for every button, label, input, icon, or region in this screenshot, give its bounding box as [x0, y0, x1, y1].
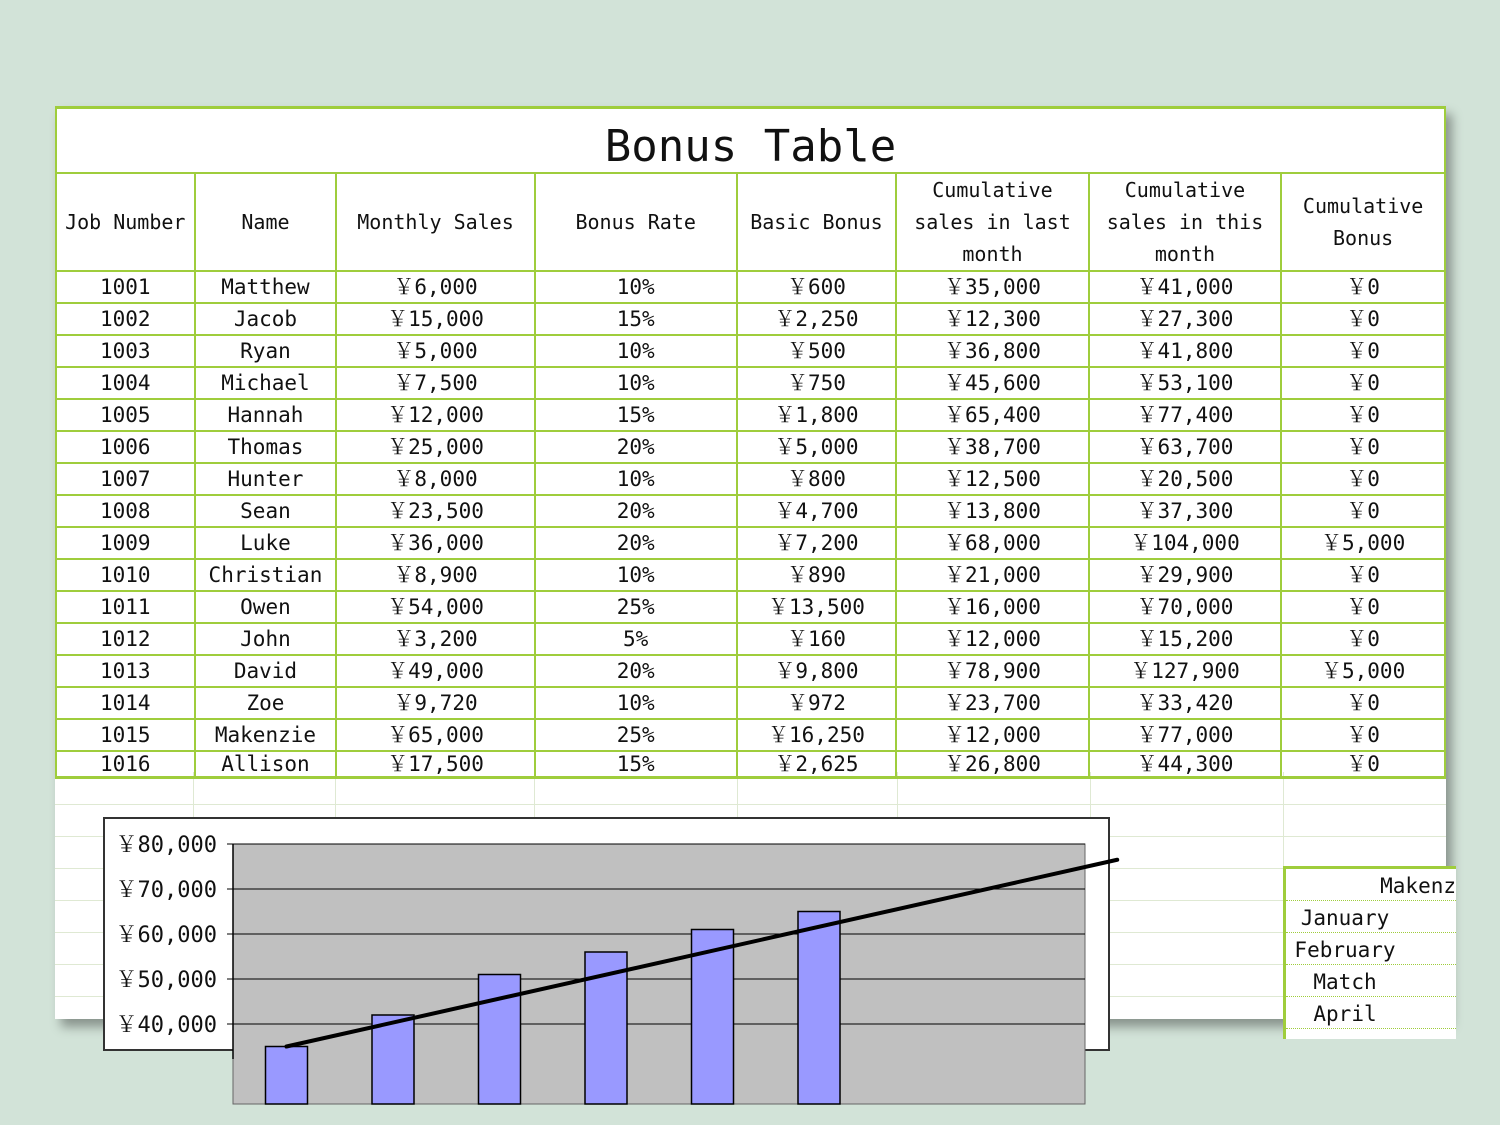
header-row	[56, 173, 1445, 271]
column-header[interactable]: Cumulative sales in this month	[1089, 173, 1282, 271]
table-cell[interactable]: ￥77,000	[1089, 719, 1282, 751]
table-body	[56, 271, 1445, 778]
table-cell[interactable]: ￥13,500	[737, 591, 897, 623]
table-cell[interactable]: Hunter	[195, 463, 337, 495]
table-cell[interactable]: 1002	[56, 303, 195, 335]
table-cell[interactable]: ￥25,000	[336, 431, 534, 463]
table-cell[interactable]: ￥0	[1281, 687, 1445, 719]
table-cell[interactable]: ￥15,000	[336, 303, 534, 335]
side-list-item[interactable]: February	[1286, 933, 1456, 965]
table-cell[interactable]: ￥0	[1281, 399, 1445, 431]
table-row	[56, 591, 1445, 623]
table-row	[56, 399, 1445, 431]
table-cell[interactable]: ￥36,000	[336, 527, 534, 559]
spreadsheet	[55, 106, 1456, 1038]
table-row	[56, 623, 1445, 655]
table-cell[interactable]: ￥5,000	[1281, 655, 1445, 687]
column-header[interactable]: Job Number	[56, 173, 195, 271]
table-cell[interactable]: Sean	[195, 495, 337, 527]
table-cell[interactable]: ￥12,000	[336, 399, 534, 431]
table-cell[interactable]: ￥6,000	[336, 271, 534, 303]
table-title: Bonus Table	[56, 108, 1445, 174]
table-row	[56, 335, 1445, 367]
table-cell[interactable]: ￥16,000	[896, 591, 1089, 623]
table-cell[interactable]: ￥9,720	[336, 687, 534, 719]
table-cell[interactable]: Hannah	[195, 399, 337, 431]
table-cell[interactable]: ￥800	[737, 463, 897, 495]
table-cell[interactable]: 25%	[535, 719, 737, 751]
table-cell[interactable]: ￥23,500	[336, 495, 534, 527]
table-cell[interactable]: ￥41,000	[1089, 271, 1282, 303]
table-cell[interactable]: ￥5,000	[1281, 527, 1445, 559]
chart-svg	[105, 819, 1108, 1049]
table-cell[interactable]: ￥77,400	[1089, 399, 1282, 431]
table-cell[interactable]: 1013	[56, 655, 195, 687]
table-cell[interactable]: ￥38,700	[896, 431, 1089, 463]
table-cell[interactable]: 15%	[535, 399, 737, 431]
table-cell[interactable]: ￥0	[1281, 335, 1445, 367]
table-cell[interactable]: 1009	[56, 527, 195, 559]
table-cell[interactable]: 25%	[535, 591, 737, 623]
column-header[interactable]: Cumulative sales in last month	[896, 173, 1089, 271]
table-cell[interactable]: 10%	[535, 335, 737, 367]
table-cell[interactable]: ￥0	[1281, 303, 1445, 335]
table-cell[interactable]: 20%	[535, 655, 737, 687]
table-cell[interactable]: ￥54,000	[336, 591, 534, 623]
table-cell[interactable]: ￥26,800	[896, 751, 1089, 778]
table-row	[56, 303, 1445, 335]
table-cell[interactable]: ￥21,000	[896, 559, 1089, 591]
table-cell[interactable]: 10%	[535, 271, 737, 303]
sheet-gridline	[55, 804, 1446, 805]
table-cell[interactable]: ￥65,000	[336, 719, 534, 751]
table-row	[56, 719, 1445, 751]
table-cell[interactable]: ￥600	[737, 271, 897, 303]
chart-bar	[372, 1015, 414, 1104]
table-cell[interactable]: 1005	[56, 399, 195, 431]
table-cell[interactable]: ￥12,500	[896, 463, 1089, 495]
table-cell[interactable]: ￥500	[737, 335, 897, 367]
table-cell[interactable]: ￥23,700	[896, 687, 1089, 719]
table-cell[interactable]: John	[195, 623, 337, 655]
table-cell[interactable]: ￥750	[737, 367, 897, 399]
table-cell[interactable]: Owen	[195, 591, 337, 623]
side-list-item[interactable]: January	[1286, 901, 1456, 933]
table-cell[interactable]: ￥53,100	[1089, 367, 1282, 399]
y-tick-label: ￥80,000	[115, 833, 217, 858]
table-cell[interactable]: ￥972	[737, 687, 897, 719]
table-cell[interactable]: 10%	[535, 559, 737, 591]
table-cell[interactable]: ￥9,800	[737, 655, 897, 687]
table-cell[interactable]: Luke	[195, 527, 337, 559]
table-cell[interactable]: David	[195, 655, 337, 687]
table-cell[interactable]: 1004	[56, 367, 195, 399]
table-cell[interactable]: ￥36,800	[896, 335, 1089, 367]
table-cell[interactable]: ￥127,900	[1089, 655, 1282, 687]
table-cell[interactable]: ￥12,300	[896, 303, 1089, 335]
table-cell[interactable]: ￥13,800	[896, 495, 1089, 527]
table-cell[interactable]: ￥35,000	[896, 271, 1089, 303]
table-cell[interactable]: 15%	[535, 303, 737, 335]
table-cell[interactable]: ￥70,000	[1089, 591, 1282, 623]
table-row	[56, 495, 1445, 527]
table-row	[56, 559, 1445, 591]
table-cell[interactable]: ￥4,700	[737, 495, 897, 527]
table-row	[56, 751, 1445, 778]
table-cell[interactable]: ￥15,200	[1089, 623, 1282, 655]
table-cell[interactable]: ￥12,000	[896, 719, 1089, 751]
table-cell[interactable]: ￥33,420	[1089, 687, 1282, 719]
side-list-item[interactable]: Match	[1286, 965, 1456, 997]
table-cell[interactable]: 1012	[56, 623, 195, 655]
table-cell[interactable]: 1015	[56, 719, 195, 751]
table-cell[interactable]: ￥16,250	[737, 719, 897, 751]
table-cell[interactable]: 5%	[535, 623, 737, 655]
table-row	[56, 431, 1445, 463]
table-cell[interactable]: ￥63,700	[1089, 431, 1282, 463]
table-cell[interactable]: ￥12,000	[896, 623, 1089, 655]
table-cell[interactable]: ￥5,000	[336, 335, 534, 367]
side-list-item[interactable]: April	[1286, 997, 1456, 1029]
table-cell[interactable]: 1007	[56, 463, 195, 495]
table-cell[interactable]: Allison	[195, 751, 337, 778]
table-cell[interactable]: ￥2,250	[737, 303, 897, 335]
side-list-item[interactable]: Makenz	[1286, 869, 1456, 901]
column-header[interactable]: Bonus Rate	[535, 173, 737, 271]
column-header[interactable]: Cumulative Bonus	[1281, 173, 1445, 271]
table-cell[interactable]: ￥0	[1281, 463, 1445, 495]
plot-area	[233, 844, 1085, 1104]
table-cell[interactable]: Makenzie	[195, 719, 337, 751]
table-cell[interactable]: 20%	[535, 527, 737, 559]
y-tick-label: ￥70,000	[115, 878, 217, 903]
table-cell[interactable]: ￥44,300	[1089, 751, 1282, 778]
table-row	[56, 687, 1445, 719]
table-cell[interactable]: Matthew	[195, 271, 337, 303]
table-cell[interactable]: 1008	[56, 495, 195, 527]
table-row	[56, 463, 1445, 495]
embedded-chart[interactable]	[103, 817, 1110, 1051]
table-cell[interactable]: ￥8,900	[336, 559, 534, 591]
table-cell[interactable]: 1010	[56, 559, 195, 591]
table-cell[interactable]: ￥0	[1281, 367, 1445, 399]
table-row	[56, 527, 1445, 559]
table-cell[interactable]: ￥160	[737, 623, 897, 655]
table-cell[interactable]: 1014	[56, 687, 195, 719]
table-cell[interactable]: ￥49,000	[336, 655, 534, 687]
table-cell[interactable]: ￥0	[1281, 591, 1445, 623]
y-tick-label: ￥50,000	[115, 968, 217, 993]
table-cell[interactable]: Michael	[195, 367, 337, 399]
table-cell[interactable]: ￥0	[1281, 719, 1445, 751]
table-cell[interactable]: 15%	[535, 751, 737, 778]
table-cell[interactable]: ￥29,900	[1089, 559, 1282, 591]
chart-bar	[798, 912, 840, 1105]
table-cell[interactable]: Jacob	[195, 303, 337, 335]
column-header[interactable]: Name	[195, 173, 337, 271]
table-cell[interactable]: 1001	[56, 271, 195, 303]
y-tick-label: ￥40,000	[115, 1013, 217, 1038]
table-cell[interactable]: ￥2,625	[737, 751, 897, 778]
table-cell[interactable]: ￥1,800	[737, 399, 897, 431]
table-cell[interactable]: ￥41,800	[1089, 335, 1282, 367]
table-cell[interactable]: Christian	[195, 559, 337, 591]
table-cell[interactable]: ￥0	[1281, 559, 1445, 591]
bonus-table	[55, 106, 1446, 779]
side-month-list	[1283, 866, 1456, 1039]
table-cell[interactable]: ￥78,900	[896, 655, 1089, 687]
table-cell[interactable]: Zoe	[195, 687, 337, 719]
table-cell[interactable]: ￥8,000	[336, 463, 534, 495]
table-cell[interactable]: ￥68,000	[896, 527, 1089, 559]
table-cell[interactable]: ￥0	[1281, 495, 1445, 527]
table-cell[interactable]: ￥890	[737, 559, 897, 591]
table-cell[interactable]: ￥7,200	[737, 527, 897, 559]
table-row	[56, 271, 1445, 303]
table-cell[interactable]: ￥0	[1281, 271, 1445, 303]
table-cell[interactable]: ￥3,200	[336, 623, 534, 655]
table-cell[interactable]: 1016	[56, 751, 195, 778]
table-cell[interactable]: 20%	[535, 495, 737, 527]
table-cell[interactable]: 20%	[535, 431, 737, 463]
y-tick-label: ￥60,000	[115, 923, 217, 948]
table-cell[interactable]: ￥0	[1281, 431, 1445, 463]
table-cell[interactable]: Thomas	[195, 431, 337, 463]
table-cell[interactable]: 10%	[535, 687, 737, 719]
column-header[interactable]: Monthly Sales	[336, 173, 534, 271]
table-row	[56, 367, 1445, 399]
table-cell[interactable]: Ryan	[195, 335, 337, 367]
table-cell[interactable]: ￥20,500	[1089, 463, 1282, 495]
chart-bar	[266, 1047, 308, 1105]
table-cell[interactable]: ￥27,300	[1089, 303, 1282, 335]
column-header[interactable]: Basic Bonus	[737, 173, 897, 271]
table-cell[interactable]: 1003	[56, 335, 195, 367]
table-cell[interactable]: 1011	[56, 591, 195, 623]
table-cell[interactable]: ￥0	[1281, 623, 1445, 655]
table-cell[interactable]: ￥104,000	[1089, 527, 1282, 559]
table-cell[interactable]: 10%	[535, 463, 737, 495]
table-cell[interactable]: ￥0	[1281, 751, 1445, 778]
table-row	[56, 655, 1445, 687]
table-cell[interactable]: ￥45,600	[896, 367, 1089, 399]
table-cell[interactable]: ￥5,000	[737, 431, 897, 463]
table-cell[interactable]: 10%	[535, 367, 737, 399]
table-cell[interactable]: ￥17,500	[336, 751, 534, 778]
table-cell[interactable]: ￥65,400	[896, 399, 1089, 431]
table-cell[interactable]: ￥37,300	[1089, 495, 1282, 527]
table-cell[interactable]: 1006	[56, 431, 195, 463]
table-cell[interactable]: ￥7,500	[336, 367, 534, 399]
